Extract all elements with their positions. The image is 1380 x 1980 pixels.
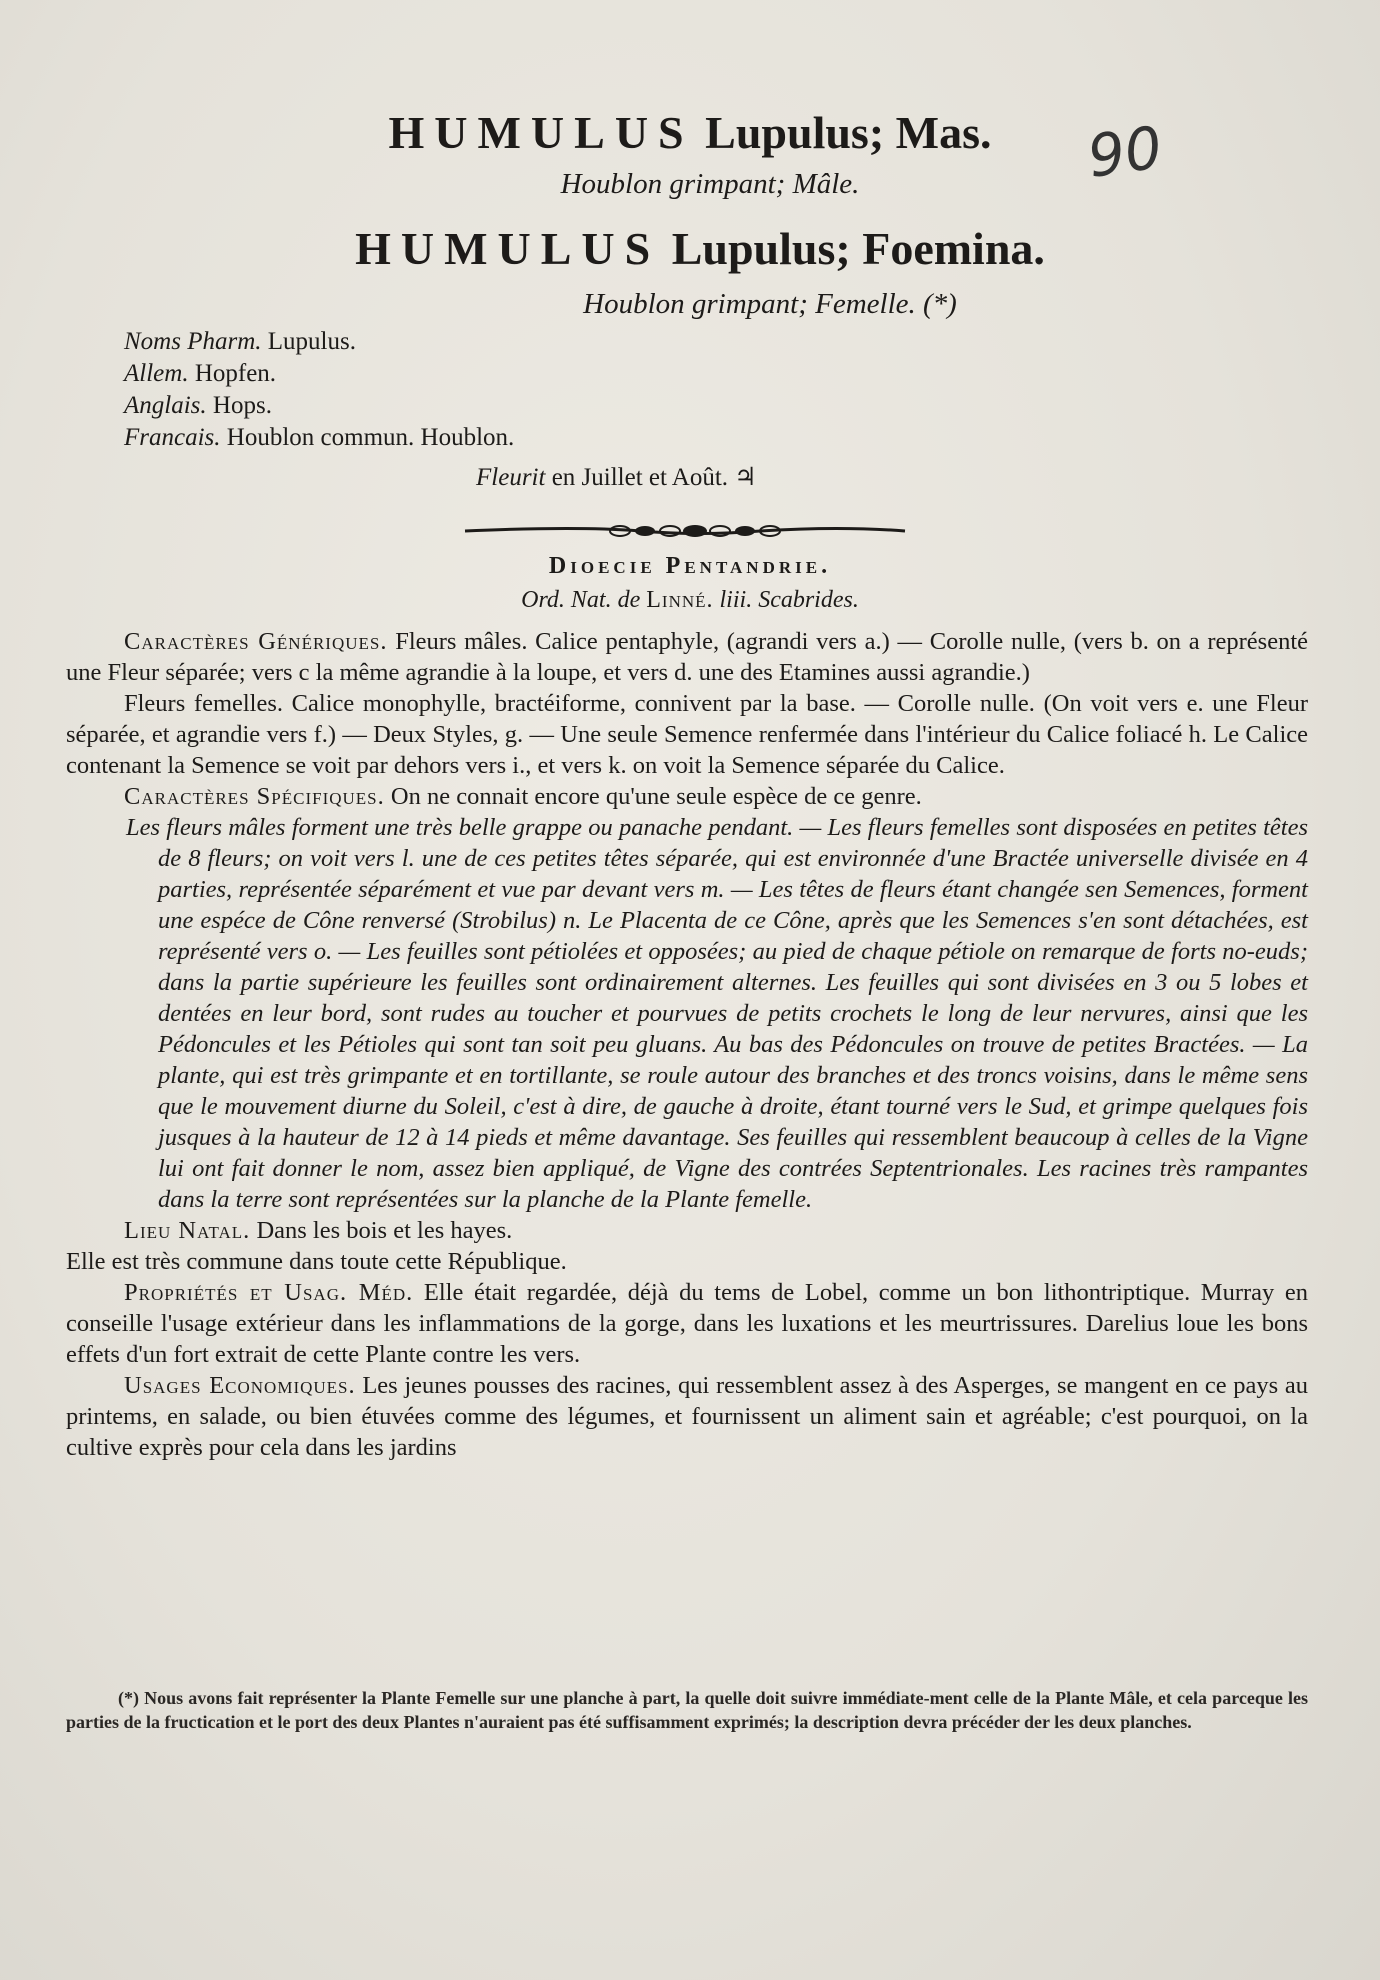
title-female — [0, 222, 1380, 275]
vernacular-names — [124, 326, 514, 454]
medical-uses: Propriétés et Usag. Méd. Elle était regardée, déjà du tems de Lobel, comme un bon lithontriptique. Murray en conseille l'usage extérieur dans les inflammations de la gorge, dans les luxations et les meurtrissures. Darelius loue les bons effets d'un fort extrait de cette Plante contre les vers. — [66, 1279, 1308, 1368]
name-row: Francais. Houblon commun. Houblon. — [124, 424, 515, 451]
economic-uses: Usages Economiques. Les jeunes pousses des racines, qui ressemblent assez à des Asperges, se mangent en ce pays au printems, en salade, ou bien étuvées comme des légumes, et fournissent un aliment sain et agréable; c'est pourquoi, on la cultive exprès pour cela dans les jardins — [66, 1372, 1309, 1461]
title-male — [0, 106, 1380, 159]
female-flowers: Fleurs femelles. Calice monophylle, bractéiforme, connivent par la base. — Corolle nulle. (On voit vers e. une Fleur séparée, et agrandie vers f.) — Deux Styles, g. — Une seule Semence renfermée dans l'intérieur du Calice foliacé h. Le Calice contenant la Semence se voit par dehors vers i., et vers k. on voit la Semence séparée du Calice. — [66, 690, 1308, 779]
name-row: Noms Pharm. Lupulus. — [124, 328, 356, 355]
ornamental-divider — [460, 516, 910, 546]
flowering-line: Fleurit en Juillet et Août. ♃ — [476, 464, 757, 491]
folio-number: 90 — [1083, 113, 1167, 191]
name-row: Anglais. Hops. — [124, 392, 272, 419]
class-heading: Dioecie Pentandrie. — [548, 553, 832, 579]
footnote: (*) Nous avons fait représenter la Plante Femelle sur une planche à part, la quelle doit suivre immédiate-ment celle de la Plante Mâle, et cela parceque les parties de la fructication et le port des deux Plantes n'auraient pas été suffisamment exprimés; la description devra précéder der les deux planches. — [66, 1688, 1308, 1732]
description-body — [66, 626, 1308, 1463]
species-description: Les fleurs mâles forment une très belle grappe ou panache pendant. — Les fleurs femelles sont disposées en petites têtes de 8 fleurs; on voit vers l. une de ces petites têtes séparée, qui est environnée d'une Bractée universelle divisée en 4 parties, représentée séparément et vue par devant vers m. — Les têtes de fleurs étant changée sen Semences, forment une espéce de Cône renversé (Strobilus) n. Le Placenta de ce Cône, après que les Semences s'en sont détachées, est représenté vers o. — Les feuilles sont pétiolées et opposées; au pied de chaque pétiole on remarque de forts no-euds; dans la partie supérieure les feuilles sont ordinairement alternes. Les feuilles qui sont divisées en 3 ou 5 lobes et dentées en leur bord, sont rudes au toucher et pourvues de petits crochets le long de leur nervures, ainsi que les Pédoncules et les Pétioles qui sont tan soit peu gluans. Au bas des Pédoncules on trouve de petites Bractées. — La plante, qui est très grimpante et en tortillante, se roule autour des branches et des troncs voisins, dans le même sens que le mouvement diurne du Soleil, c'est à dire, de gauche à droite, étant tourné vers le Sud, et grimpe quelques fois jusques à la hauteur de 12 à 14 pieds et même davantage. Ses feuilles qui ressemblent beaucoup à celles de la Vigne lui ont fait donner le nom, assez bien appliqué, de Vigne des contrées Septentrionales. Les racines très rampantes dans la terre sont représentées sur la planche de la Plante femelle. — [126, 814, 1308, 1213]
subtitle-female: Houblon grimpant; Femelle. (*) — [583, 288, 957, 320]
specific-characters: Caractères Spécifiques. On ne connait encore qu'une seule espèce de ce genre. — [124, 783, 922, 810]
species-name: Lupulus; Mas. — [705, 107, 992, 158]
species-name: Lupulus; Foemina. — [671, 223, 1045, 274]
native-habitat: Lieu Natal. Dans les bois et les hayes. — [124, 1217, 513, 1244]
genus-name: HUMULUS — [355, 223, 661, 274]
name-row: Allem. Hopfen. — [124, 360, 277, 387]
subtitle-male: Houblon grimpant; Mâle. — [560, 168, 860, 200]
order-heading: Ord. Nat. de Linné. liii. Scabrides. — [521, 587, 859, 613]
generic-characters: Caractères Génériques. Fleurs mâles. Calice pentaphyle, (agrandi vers a.) — Corolle nulle, (vers b. on a représenté une Fleur séparée; vers c la même agrandie à la loupe, et vers d. une des Etamines aussi agrandie.) — [66, 628, 1309, 686]
habitat-note: Elle est très commune dans toute cette République. — [66, 1248, 567, 1275]
genus-name: HUMULUS — [388, 107, 694, 158]
